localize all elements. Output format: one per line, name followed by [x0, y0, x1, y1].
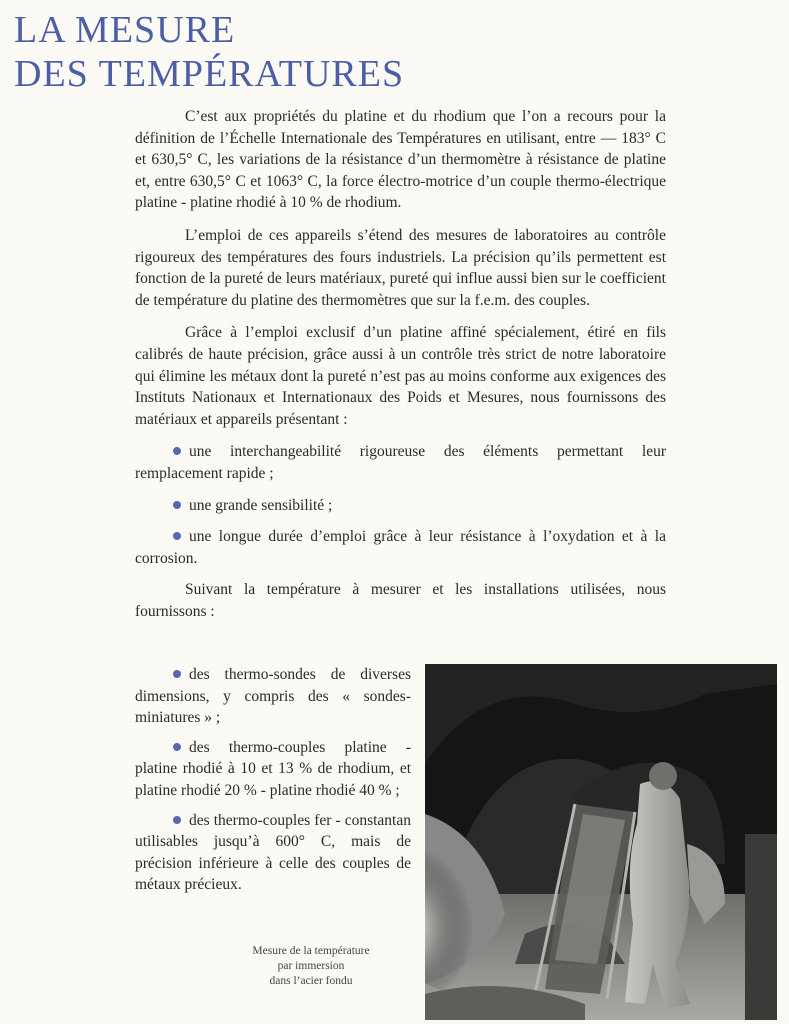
paragraph: Grâce à l’emploi exclusif d’un platine affiné spécialement, étiré en fils calibrés de haute précision, grâce aussi à un contrôle très strict de notre laboratoire qui élimine les métaux dont la pureté n’est pas au moins conforme aux exigences des Instituts Nationaux et Internationaux des Poids et Mesures, nous fournissons des matériaux et appareils présentant : [135, 324, 666, 428]
bullet-icon [173, 743, 181, 751]
list-item [135, 737, 411, 802]
caption-line: Mesure de la température [252, 945, 370, 957]
list-item-text: une longue durée d’emploi grâce à leur résistance à l’oxydation et à la corrosion. [135, 528, 666, 567]
caption-line: par immersion [277, 960, 345, 972]
main-text [135, 106, 666, 633]
list-item [135, 810, 411, 896]
list-item-text: une interchangeabilité rigoureuse des éléments permettant leur remplacement rapide ; [135, 443, 666, 482]
photo-caption [228, 944, 394, 989]
bullet-icon [173, 501, 181, 509]
list-item [135, 495, 666, 517]
caption-line: dans l’acier fondu [269, 975, 353, 987]
list-item-text: des thermo-couples fer - constantan utilisables jusqu’à 600° C, mais de précision inférieure à celle des couples de métaux précieux. [135, 811, 411, 894]
supplies-list [135, 664, 411, 896]
foundry-scene-illustration [425, 664, 777, 1020]
list-item-text: une grande sensibilité ; [189, 496, 333, 514]
bullet-icon [173, 447, 181, 455]
list-item [135, 664, 411, 729]
foundry-photo [425, 664, 777, 1020]
paragraph: L’emploi de ces appareils s’étend des mesures de laboratoires au contrôle rigoureux des températures des fours industriels. La précision qu’ils permettent est fonction de la pureté de leurs matériaux, pureté qui influe aussi bien sur le coefficient de température du platine des thermomètres que sur la f.e.m. des couples. [135, 226, 666, 309]
list-item [135, 441, 666, 484]
supplies-column [135, 664, 411, 904]
paragraph: Suivant la température à mesurer et les installations utilisées, nous fournissons : [135, 581, 666, 620]
page-title [14, 8, 404, 96]
list-item-text: des thermo-sondes de diverses dimensions, y compris des « sondes-miniatures » ; [135, 666, 411, 727]
paragraph: C’est aux propriétés du platine et du rhodium que l’on a recours pour la définition de l’Échelle Internationale des Températures en utilisant, entre — 183° C et 630,5° C, les variations de la résistance d’un thermomètre à résistance de platine et, entre 630,5° C et 1063° C, la force électro-motrice d’un couple thermo-électrique platine - platine rhodié à 10 % de rhodium. [135, 108, 666, 212]
bullet-icon [173, 532, 181, 540]
title-line-1: LA MESURE [14, 9, 236, 51]
title-line-2: DES TEMPÉRATURES [14, 53, 405, 95]
bullet-icon [173, 816, 181, 824]
list-item-text: des thermo-couples platine - platine rhodié à 10 et 13 % de rhodium, et platine rhodié 20 % - platine rhodié 40 % ; [135, 738, 411, 799]
list-item [135, 526, 666, 569]
bullet-icon [173, 670, 181, 678]
properties-list [135, 441, 666, 569]
